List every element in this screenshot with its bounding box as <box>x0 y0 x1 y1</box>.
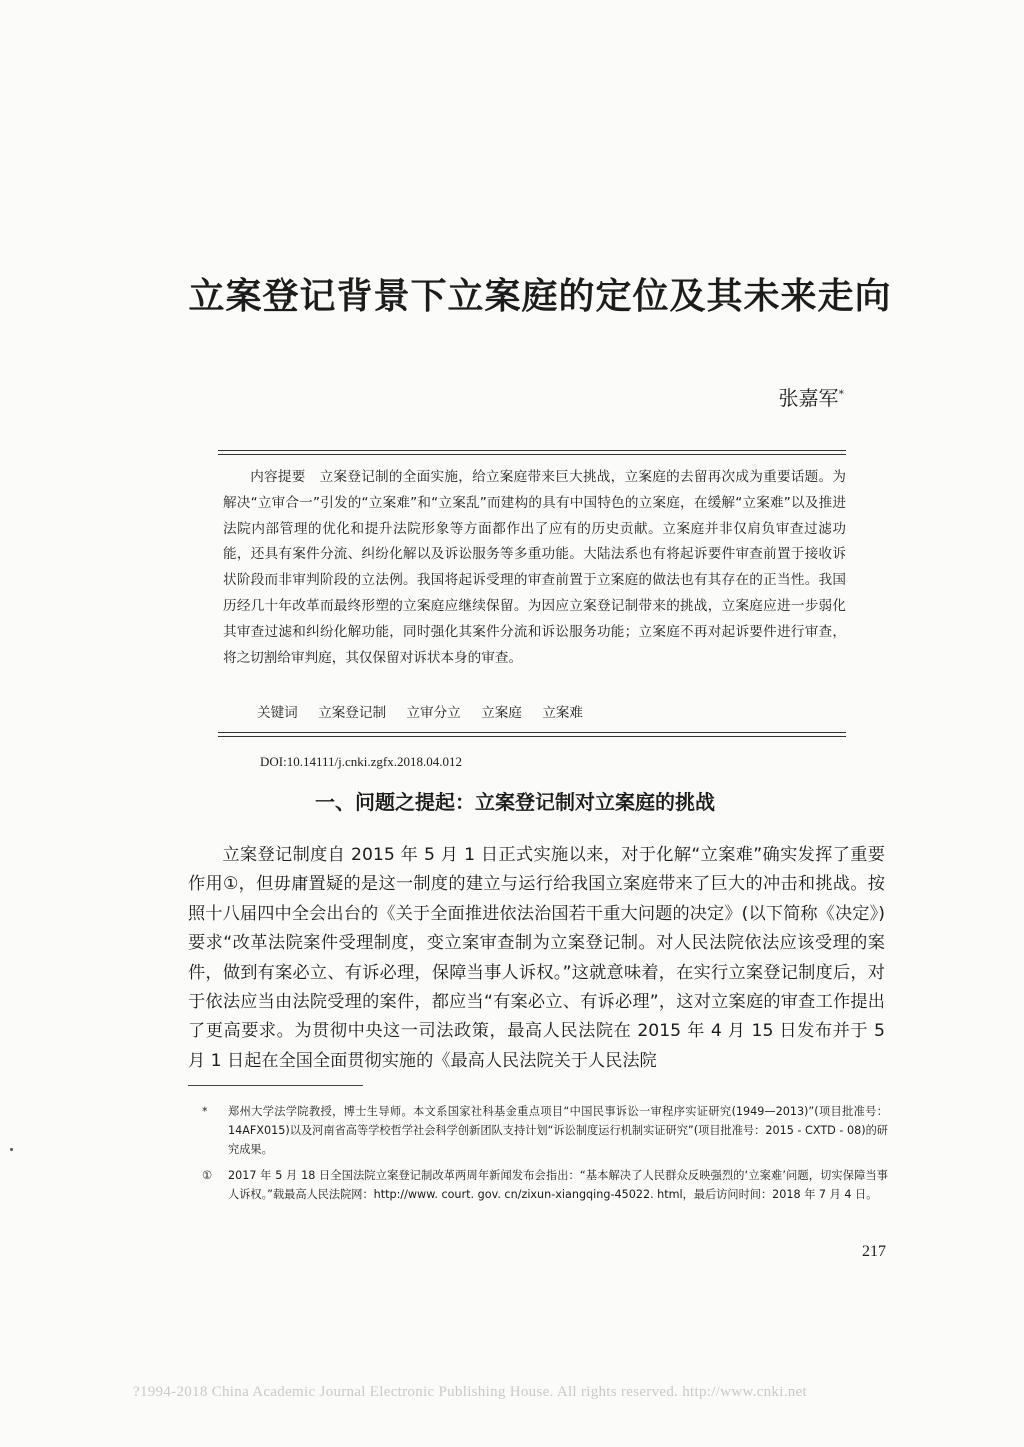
abstract-text: 立案登记制的全面实施，给立案庭带来巨大挑战，立案庭的去留再次成为重要话题。为解决“立审合一”引发的“立案难”和“立案乱”而建构的具有中国特色的立案庭，在缓解“立案难”以及推进法院内部管理的优化和提升法院形象等方面都作出了应有的历史贡献。立案庭并非仅肩负审查过滤功能，还具有案件分流、纠纷化解以及诉讼服务等多重功能。大陆法系也有将起诉要件审查前置于接收诉状阶段而非审判阶段的立法例。我国将起诉受理的审查前置于立案庭的做法也有其存在的正当性。我国历经几十年改革而最终形塑的立案庭应继续保留。为因应立案登记制带来的挑战，立案庭应进一步弱化其审查过滤和纠纷化解功能，同时强化其案件分流和诉讼服务功能；立案庭不再对起诉要件进行审查，将之切割给审判庭，其仅保留对诉状本身的审查。 <box>223 469 846 666</box>
abstract-bottom-rule-2 <box>218 736 846 737</box>
keyword-item: 立案登记制 <box>318 705 387 721</box>
footnote-author <box>202 1102 888 1159</box>
scan-speck <box>10 1148 13 1151</box>
keyword-item: 立案难 <box>542 705 583 721</box>
footnote-text: 2017 年 5 月 18 日全国法院立案登记制改革两周年新闻发布会指出：“基本解决了人民群众反映强烈的‘立案难’问题，切实保障当事人诉权。”载最高人民法院网：http://www. court. gov. cn/zixun-xiangqing-45022. html，最后访问时间：2018 年 7 月 4 日。 <box>228 1169 888 1201</box>
abstract-label: 内容提要 <box>250 469 306 485</box>
keyword-item: 立审分立 <box>406 705 461 721</box>
keywords <box>257 701 583 721</box>
doi: DOI:10.14111/j.cnki.zgfx.2018.04.012 <box>260 754 462 769</box>
section-heading: 一、问题之提起：立案登记制对立案庭的挑战 <box>315 790 715 814</box>
footnote-mark: ① <box>202 1169 213 1182</box>
footnote-separator <box>188 1085 363 1086</box>
abstract-top-rule-2 <box>218 454 846 455</box>
footnote-mark: * <box>202 1105 208 1118</box>
abstract-bottom-rule <box>218 732 846 733</box>
publisher-watermark: ?1994-2018 China Academic Journal Electronic Publishing House. All rights reserved. http://www.cnki.net <box>133 1384 807 1400</box>
abstract-top-rule <box>218 450 846 451</box>
body-paragraph: 立案登记制度自 2015 年 5 月 1 日正式实施以来，对于化解“立案难”确实发挥了重要作用①，但毋庸置疑的是这一制度的建立与运行给我国立案庭带来了巨大的冲击和挑战。按照十八届四中全会出台的《关于全面推进依法治国若干重大问题的决定》(以下简称《决定》)要求“改革法院案件受理制度，变立案审查制为立案登记制。对人民法院依法应该受理的案件，做到有案必立、有诉必理，保障当事人诉权。”这就意味着，在实行立案登记制度后，对于依法应当由法院受理的案件，都应当“有案必立、有诉必理”，这对立案庭的审查工作提出了更高要求。为贯彻中央这一司法政策，最高人民法院在 2015 年 4 月 15 日发布并于 5 月 1 日起在全国全面贯彻实施的《最高人民法院关于人民法院 <box>188 845 885 1071</box>
author-footnote-mark: * <box>838 387 844 401</box>
footnote-1 <box>202 1166 888 1204</box>
page-number: 217 <box>862 1243 886 1260</box>
keyword-item: 立案庭 <box>481 705 522 721</box>
author-line <box>779 382 845 411</box>
keywords-label: 关键词 <box>257 705 298 721</box>
footnote-text: 郑州大学法学院教授，博士生导师。本文系国家社科基金重点项目“中国民事诉讼一审程序实证研究(1949—2013)”(项目批准号：14AFX015)以及河南省高等学校哲学社会科学创新团队支持计划“诉讼制度运行机制实证研究”(项目批准号：2015 - CXTD - 08)的研究成果。 <box>228 1105 888 1156</box>
article-title: 立案登记背景下立案庭的定位及其未来走向 <box>188 276 892 317</box>
author-name: 张嘉军 <box>778 386 839 410</box>
abstract <box>223 465 846 671</box>
